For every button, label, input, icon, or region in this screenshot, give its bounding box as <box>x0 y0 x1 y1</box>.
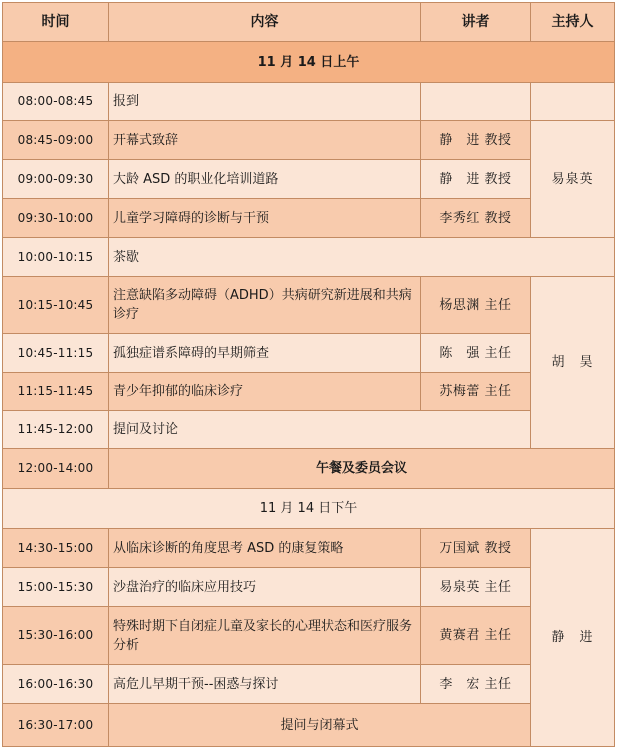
time-cell: 16:30-17:00 <box>3 704 109 747</box>
content-cell: 注意缺陷多动障碍（ADHD）共病研究新进展和共病诊疗 <box>109 277 421 334</box>
table-row <box>3 334 615 373</box>
time-cell: 15:00-15:30 <box>3 568 109 607</box>
content-cell: 沙盘治疗的临床应用技巧 <box>109 568 421 607</box>
content-cell: 特殊时期下自闭症儿童及家长的心理状态和医疗服务分析 <box>109 607 421 665</box>
table-row <box>3 83 615 121</box>
time-cell: 10:15-10:45 <box>3 277 109 334</box>
table-row <box>3 529 615 568</box>
speaker-cell: 静 进 教授 <box>421 121 531 160</box>
time-cell: 16:00-16:30 <box>3 665 109 704</box>
speaker-cell: 万国斌 教授 <box>421 529 531 568</box>
content-cell: 茶歇 <box>109 238 615 277</box>
speaker-cell: 苏梅蕾 主任 <box>421 373 531 411</box>
table-row <box>3 160 615 199</box>
time-cell: 09:00-09:30 <box>3 160 109 199</box>
content-cell: 提问及讨论 <box>109 411 531 449</box>
table-row <box>3 665 615 704</box>
lunch-cell: 午餐及委员会议 <box>109 449 615 489</box>
header-content: 内容 <box>109 3 421 42</box>
speaker-cell: 李秀红 教授 <box>421 199 531 238</box>
session-title-afternoon: 11 月 14 日下午 <box>3 489 615 529</box>
table-row <box>3 238 615 277</box>
content-cell: 青少年抑郁的临床诊疗 <box>109 373 421 411</box>
speaker-cell: 李 宏 主任 <box>421 665 531 704</box>
host-cell <box>531 83 615 121</box>
time-cell: 10:45-11:15 <box>3 334 109 373</box>
speaker-cell: 黄赛君 主任 <box>421 607 531 665</box>
header-speaker: 讲者 <box>421 3 531 42</box>
header-row <box>3 3 615 42</box>
time-cell: 12:00-14:00 <box>3 449 109 489</box>
agenda-table <box>2 2 615 747</box>
session-row-morning <box>3 42 615 83</box>
speaker-cell: 易泉英 主任 <box>421 568 531 607</box>
table-row <box>3 411 615 449</box>
time-cell: 09:30-10:00 <box>3 199 109 238</box>
table-row <box>3 121 615 160</box>
content-cell: 从临床诊断的角度思考 ASD 的康复策略 <box>109 529 421 568</box>
content-cell: 儿童学习障碍的诊断与干预 <box>109 199 421 238</box>
table-row <box>3 568 615 607</box>
session-row-afternoon <box>3 489 615 529</box>
table-row <box>3 373 615 411</box>
time-cell: 08:00-08:45 <box>3 83 109 121</box>
time-cell: 08:45-09:00 <box>3 121 109 160</box>
content-cell: 提问与闭幕式 <box>109 704 531 747</box>
table-row <box>3 704 615 747</box>
table-row <box>3 277 615 334</box>
content-cell: 报到 <box>109 83 421 121</box>
table-row <box>3 199 615 238</box>
time-cell: 11:45-12:00 <box>3 411 109 449</box>
content-cell: 开幕式致辞 <box>109 121 421 160</box>
time-cell: 10:00-10:15 <box>3 238 109 277</box>
header-time: 时间 <box>3 3 109 42</box>
speaker-cell: 陈 强 主任 <box>421 334 531 373</box>
table-row <box>3 607 615 665</box>
speaker-cell: 静 进 教授 <box>421 160 531 199</box>
time-cell: 14:30-15:00 <box>3 529 109 568</box>
speaker-cell: 杨思渊 主任 <box>421 277 531 334</box>
header-host: 主持人 <box>531 3 615 42</box>
host-cell: 静 进 <box>531 529 615 747</box>
content-cell: 大龄 ASD 的职业化培训道路 <box>109 160 421 199</box>
content-cell: 高危儿早期干预--困惑与探讨 <box>109 665 421 704</box>
session-title-morning: 11 月 14 日上午 <box>3 42 615 83</box>
table-row <box>3 449 615 489</box>
time-cell: 15:30-16:00 <box>3 607 109 665</box>
speaker-cell <box>421 83 531 121</box>
host-cell: 胡 昊 <box>531 277 615 449</box>
host-cell: 易泉英 <box>531 121 615 238</box>
content-cell: 孤独症谱系障碍的早期筛查 <box>109 334 421 373</box>
time-cell: 11:15-11:45 <box>3 373 109 411</box>
